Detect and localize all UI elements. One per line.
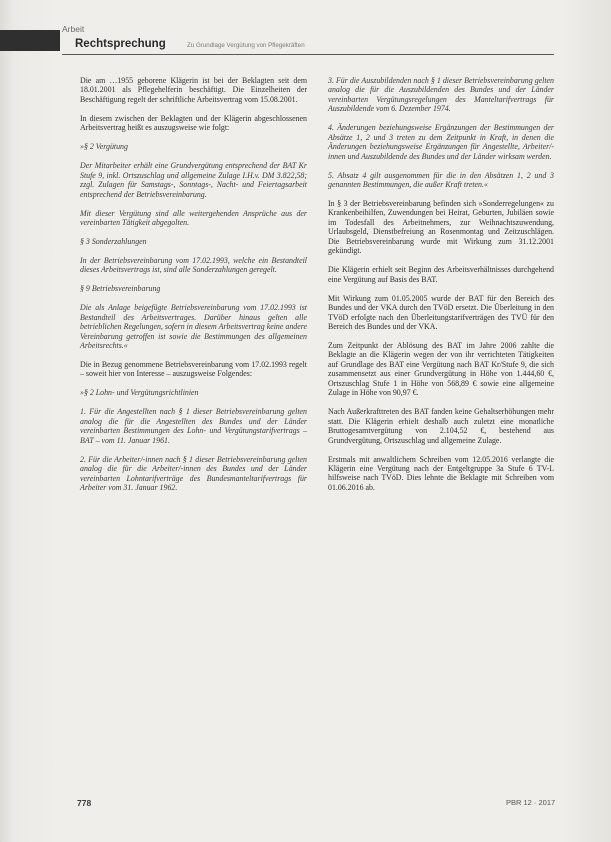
paragraph: »§ 2 Lohn- und Vergütungsrichtlinien xyxy=(80,388,199,398)
page-title: Rechtsprechung xyxy=(75,38,166,50)
paragraph: »§ 2 Vergütung xyxy=(80,142,128,152)
paragraph: Die am …1955 geborene Klägerin ist bei der Beklagten seit dem 18.01.2001 als Pflegehelferin beschäftigt. Die Einzelheiten der Beschäftigung regelt der schriftliche Arbeitsvertrag vom 15.08.2001. xyxy=(80,76,307,104)
paragraph: 2. Für die Arbeiter/-innen nach § 1 dieser Betriebsvereinbarung gelten analog die für die Arbeiter/-innen des Bundes und der Länder vereinbarten Lohntarifverträge des Bundesmanteltarifvertrags für Arbeiter vom 31. Januar 1962. xyxy=(80,454,307,493)
paragraph: In der Betriebsvereinbarung vom 17.02.1993, welche ein Bestandteil dieses Arbeitsvertrags ist, sind alle Sonderzahlungen geregelt. xyxy=(80,255,307,275)
paragraph: 3. Für die Auszubildenden nach § 1 dieser Betriebsvereinbarung gelten analog die für die Auszubildenden des Bundes und der Länder vereinbarten Vergütungsregelungen des Manteltarifvertrags für Auszubildende vom 6. Dezember 1974. xyxy=(328,76,554,114)
header-divider xyxy=(62,54,554,55)
paragraph: 5. Absatz 4 gilt ausgenommen für die in den Absätzen 1, 2 und 3 genannten Bestimmungen, die außer Kraft treten.« xyxy=(328,170,554,190)
paragraph: Zum Zeitpunkt der Ablösung des BAT im Jahre 2006 zahlte die Beklagte an die Klägerin wegen der von ihr verrichteten Tätigkeiten auf Grundlage des BAT eine Vergütung nach BAT Kr/Stufe 9, die sich zusammensetzt aus einer Grundvergütung in Höhe von 1.444,60 €, Ortszuschlag Stufe 1 in Höhe von 568,89 € sowie eine allgemeine Zulage in Höhe von 90,97 €. xyxy=(328,340,554,398)
paragraph: Die als Anlage beigefügte Betriebsvereinbarung vom 17.02.1993 ist Bestandteil des Arbeitsvertrages. Darüber hinaus gelten alle betrieblichen Regelungen, sofern in diesem Arbeitsvertrag keine andere Vereinbarung getroffen ist sowie die Bestimmungen des allgemeinen Arbeitsrechts.« xyxy=(80,303,307,351)
left-text-column xyxy=(80,76,307,502)
paragraph: In § 3 der Betriebsvereinbarung befinden sich »Sonderregelungen« zu Krankenbeihilfen, Zuwendungen bei Heirat, Geburten, Jubiläen sowie im Todesfall des Arbeitnehmers, zur Weihnachtszuwendung, Urlaubsgeld, Dienstbefreiung an Rosenmontag und Zeitzuschlägen. Die Betriebsvereinbarung wurde mit Wirkung zum 31.12.2001 gekündigt. xyxy=(328,199,554,256)
page-number: 778 xyxy=(77,798,92,808)
section-tab xyxy=(0,30,60,51)
paragraph: Die in Bezug genommene Betriebsvereinbarung vom 17.02.1993 regelt – soweit hier von Interesse – auszugsweise Folgendes: xyxy=(80,360,307,379)
issue-label: PBR 12 · 2017 xyxy=(506,798,556,807)
paragraph: 1. Für die Angestellten nach § 1 dieser Betriebsvereinbarung gelten analog die für die Angestellten des Bundes und der Länder vereinbarten Bestimmungen des Lohn- und Vergütungstarifvertrags – BAT – vom 11. Januar 1961. xyxy=(80,407,307,445)
page-subtitle: Zu Grundlage Vergütung von Pflegekräften xyxy=(187,42,305,49)
right-text-column xyxy=(328,76,554,502)
paragraph: Erstmals mit anwaltlichem Schreiben vom 12.05.2016 verlangte die Klägerin eine Vergütung nach der Entgeltgruppe 3a Stufe 6 TV-L hilfsweise nach TVöD. Dies lehnte die Beklagte mit Schreiben vom 01.06.2016 ab. xyxy=(328,454,554,492)
section-label: Arbeit xyxy=(62,24,85,34)
paragraph: Nach Außerkrafttreten des BAT fanden keine Gehaltserhöhungen mehr statt. Die Klägerin erhielt deshalb auch zuletzt eine monatliche Bruttogesamtvergütung von 2.104,52 €, bestehend aus Grundvergütung, Ortszuschlag und allgemeine Zulage. xyxy=(328,407,554,445)
paragraph: Mit Wirkung zum 01.05.2005 wurde der BAT für den Bereich des Bundes und der VKA durch den TVöD ersetzt. Die Überleitung in den TVöD erfolgte nach den Überleitungstarifverträgen des TVÜ für den Bereich des Bundes und der VKA. xyxy=(328,293,554,332)
paragraph: In diesem zwischen der Beklagten und der Klägerin abgeschlossenen Arbeitsvertrag heißt es auszugsweise wie folgt: xyxy=(80,113,307,133)
paragraph: § 3 Sonderzahlungen xyxy=(80,236,147,246)
paragraph: § 9 Betriebsvereinbarung xyxy=(80,284,161,294)
paragraph: Mit dieser Vergütung sind alle weitergehenden Ansprüche aus der vereinbarten Tätigkeit abgegolten. xyxy=(80,208,307,227)
paragraph: 4. Änderungen beziehungsweise Ergänzungen der Bestimmungen der Absätze 1, 2 und 3 treten zu dem Zeitpunkt in Kraft, in denen die Änderungen beziehungsweise Ergänzungen für Angestellte, Arbeiter/-innen und Auszubildende des Bundes und der Länder wirksam werden. xyxy=(328,123,554,161)
paragraph: Der Mitarbeiter erhält eine Grundvergütung entsprechend der BAT Kr Stufe 9, inkl. Ortszuschlag und allgemeine Zulage I.H.v. DM 3.822,58; zzgl. Zulagen für Samstags-, Sonntags-, Nacht- und Feiertagsarbeit entsprechend der Betriebsvereinbarung. xyxy=(80,161,307,199)
paragraph: Die Klägerin erhielt seit Beginn des Arbeitsverhältnisses durchgehend eine Vergütung auf Basis des BAT. xyxy=(328,265,554,284)
